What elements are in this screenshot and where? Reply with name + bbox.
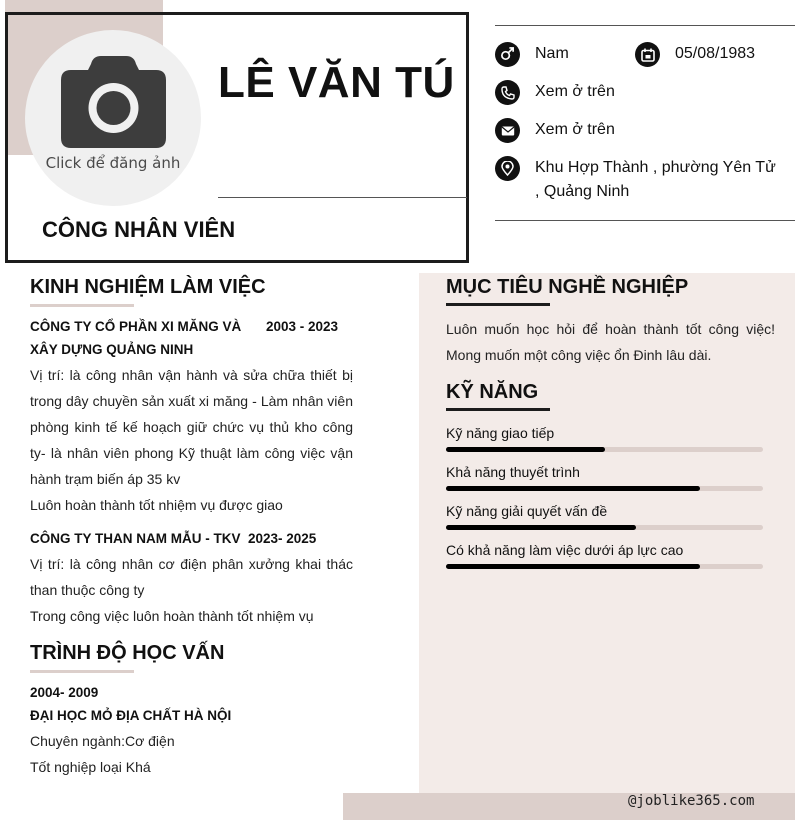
email-value: Xem ở trên (535, 121, 615, 138)
job-1-note: Luôn hoàn thành tốt nhiệm vụ được giao (30, 497, 283, 513)
job-2-period: 2023- 2025 (248, 531, 317, 546)
phone-value: Xem ở trên (535, 83, 615, 100)
skill-3-fill (446, 525, 636, 530)
birthdate-value: 05/08/1983 (675, 45, 756, 62)
objective-title: MỤC TIÊU NGHỀ NGHIỆP (446, 276, 689, 298)
skills-underline (446, 408, 550, 411)
skill-4-fill (446, 564, 700, 569)
skill-4-bar (446, 564, 763, 569)
gender-value: Nam (535, 45, 569, 62)
photo-upload-caption[interactable]: Click để đăng ảnh (45, 154, 181, 172)
job-title: CÔNG NHÂN VIÊN (42, 217, 236, 242)
education-school: ĐẠI HỌC MỎ ĐỊA CHẤT HÀ NỘI (30, 708, 232, 723)
objective-underline (446, 303, 550, 306)
contact-divider-bottom (495, 220, 795, 221)
job-2-note: Trong công việc luôn hoàn thành tốt nhiệm vụ (30, 608, 314, 624)
experience-title: KINH NGHIỆM LÀM VIỆC (30, 276, 266, 298)
job-1-description: Vị trí: là công nhân vận hành và sửa chữa thiết bị trong dây chuyền sản xuất xi măng - Làm nhân viên phòng kinh tế kế hoạch giữ chức vụ thủ kho công ty- là nhân viên phong Kỹ thuật làm công việc vận hành trạm biến áp 35 kv (30, 367, 353, 487)
contact-divider-top (495, 25, 795, 26)
job-2-description: Vị trí: là công nhân cơ điện phân xưởng khai thác than thuộc công ty (30, 556, 353, 598)
skill-1-fill (446, 447, 605, 452)
gender-icon (495, 42, 520, 67)
objective-text: Luôn muốn học hỏi để hoàn thành tốt công việc! Mong muốn một công việc ổn Đinh lâu dài. (446, 321, 775, 363)
skill-2-fill (446, 486, 700, 491)
education-underline (30, 670, 134, 673)
skill-2-bar (446, 486, 763, 491)
education-grade: Tốt nghiệp loại Khá (30, 759, 151, 775)
job-2-company: CÔNG TY THAN NAM MẪU - TKV (30, 531, 241, 546)
calendar-icon (635, 42, 660, 67)
address-value: Khu Hợp Thành , phường Yên Tử , Quảng Ninh (535, 159, 776, 200)
skill-4-label: Có khả năng làm việc dưới áp lực cao (446, 542, 684, 558)
location-icon (495, 156, 520, 181)
skill-3-bar (446, 525, 763, 530)
skill-1-bar (446, 447, 763, 452)
skill-1-label: Kỹ năng giao tiếp (446, 425, 555, 441)
education-period: 2004- 2009 (30, 685, 99, 700)
camera-icon[interactable] (61, 56, 166, 148)
skills-title: KỸ NĂNG (446, 381, 539, 403)
skill-2-label: Khả năng thuyết trình (446, 464, 580, 480)
education-major: Chuyên ngành:Cơ điện (30, 733, 175, 749)
name-divider (218, 197, 467, 198)
education-title: TRÌNH ĐỘ HỌC VẤN (30, 642, 225, 664)
candidate-name: LÊ VĂN TÚ (218, 58, 455, 107)
skill-3-label: Kỹ năng giải quyết vấn đề (446, 503, 608, 519)
experience-underline (30, 304, 134, 307)
job-1-period: 2003 - 2023 (266, 319, 339, 334)
email-icon (495, 118, 520, 143)
job-1-company: CÔNG TY CỔ PHẦN XI MĂNG VÀ XÂY DỰNG QUẢNG NINH (30, 319, 242, 357)
watermark: @joblike365.com (628, 793, 755, 809)
phone-icon (495, 80, 520, 105)
